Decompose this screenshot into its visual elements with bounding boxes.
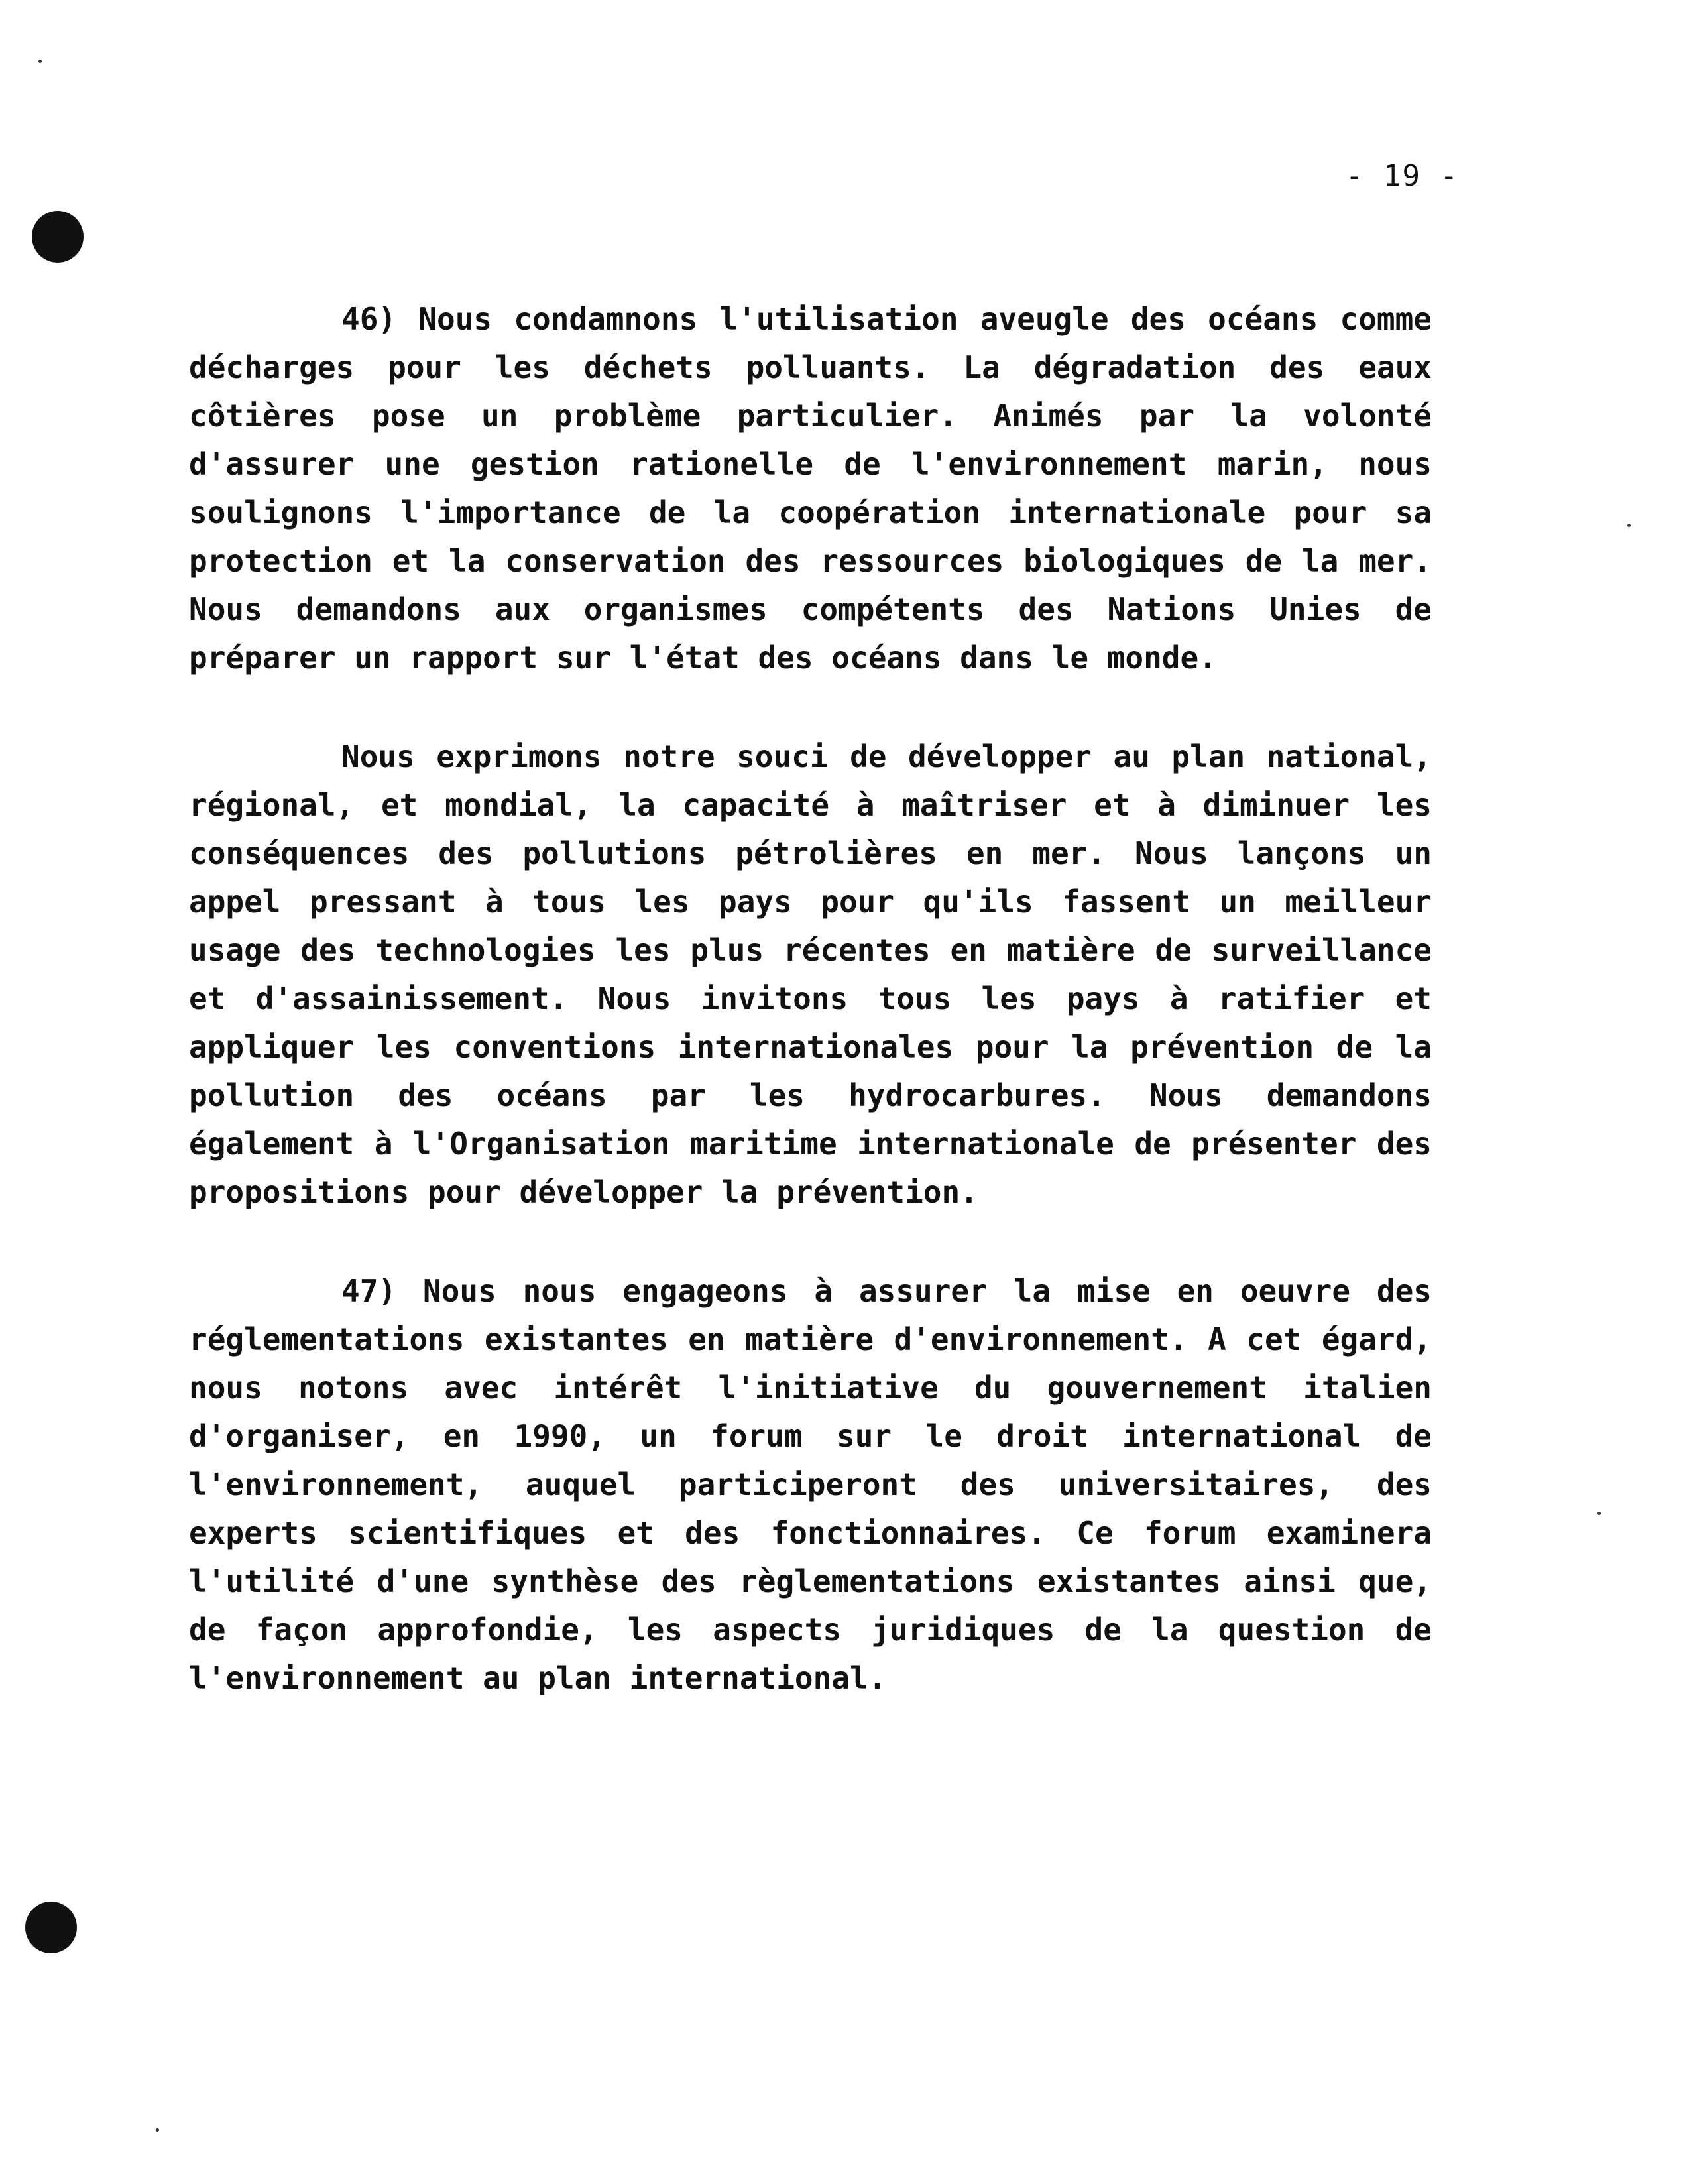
page-number: - 19 - (1346, 159, 1459, 193)
scan-speck (38, 60, 42, 63)
scan-speck (1597, 1512, 1601, 1515)
paragraph-47: 47) Nous nous engageons à assurer la mise en oeuvre des réglementations existantes en matière d'environnement. A cet égard, nous notons avec intérêt l'initiative du gouvernement italien d'organiser, en 1990, un forum sur le droit international de l'environnement, auquel participeront des universitaires, des experts scientifiques et des fonctionnaires. Ce forum examinera l'utilité d'une synthèse des règlementations existantes ainsi que, de façon approfondie, les aspects juridiques de la question de l'environnement au plan international. (189, 1273, 1432, 1696)
scan-speck (156, 2128, 159, 2132)
punch-hole-bottom (25, 1902, 77, 1953)
scan-speck (1627, 524, 1631, 527)
body-text (189, 295, 1432, 1753)
paragraph-46-continued: Nous exprimons notre souci de développer au plan national, régional, et mondial, la capacité à maîtriser et à diminuer les conséquences des pollutions pétrolières en mer. Nous lançons un appel pressant à tous les pays pour qu'ils fassent un meilleur usage des technologies les plus récentes en matière de surveillance et d'assainissement. Nous invitons tous les pays à ratifier et appliquer les conventions internationales pour la prévention de la pollution des océans par les hydrocarbures. Nous demandons également à l'Organisation maritime internationale de présenter des propositions pour développer la prévention. (189, 739, 1432, 1210)
punch-hole-top (32, 211, 84, 263)
paragraph-46: 46) Nous condamnons l'utilisation aveugle des océans comme décharges pour les déchets polluants. La dégradation des eaux côtières pose un problème particulier. Animés par la volonté d'assurer une gestion rationelle de l'environnement marin, nous soulignons l'importance de la coopération internationale pour sa protection et la conservation des ressources biologiques de la mer. Nous demandons aux organismes compétents des Nations Unies de préparer un rapport sur l'état des océans dans le monde. (189, 301, 1432, 676)
